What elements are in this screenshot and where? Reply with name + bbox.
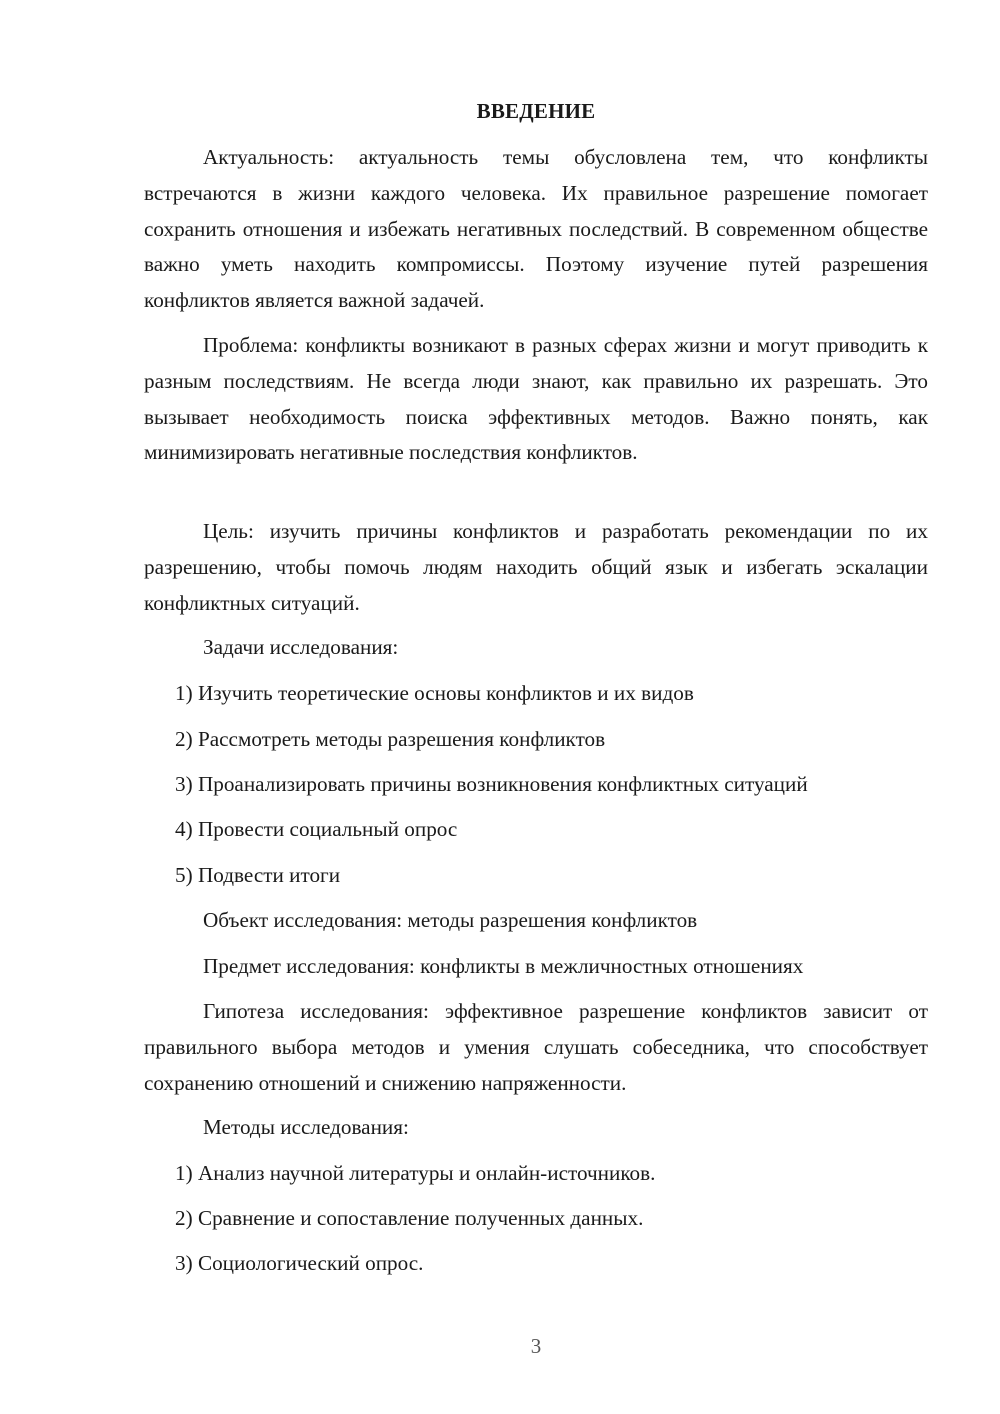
task-item-1-wrap (144, 676, 928, 712)
task-item: 5) Подвести итоги (175, 863, 341, 887)
goal-section (144, 514, 928, 621)
subject-section (144, 949, 928, 985)
task-item-4-wrap (144, 812, 928, 848)
task-item: 1) Изучить теоретические основы конфликтов и их видов (175, 681, 694, 705)
goal-paragraph: Цель: изучить причины конфликтов и разработать рекомендации по их разрешению, чтобы помочь людям находить общий язык и избегать эскалации конфликтных ситуаций. (144, 519, 928, 615)
methods-heading: Методы исследования: (203, 1115, 409, 1139)
research-object: Объект исследования: методы разрешения конфликтов (203, 908, 698, 932)
task-item-2-wrap (144, 722, 928, 758)
task-item-3-wrap (144, 767, 928, 803)
method-item-1-wrap (144, 1156, 928, 1192)
method-item: 1) Анализ научной литературы и онлайн-источников. (175, 1161, 656, 1185)
object-section (144, 903, 928, 939)
tasks-heading-section (144, 630, 928, 666)
method-item-3-wrap (144, 1246, 928, 1282)
tasks-heading: Задачи исследования: (203, 635, 399, 659)
task-item-5-wrap (144, 858, 928, 894)
problem-paragraph: Проблема: конфликты возникают в разных сферах жизни и могут приводить к разным последствиям. Не всегда люди знают, как правильно их разрешать. Это вызывает необходимость поиска эффективных методов. Важно понять, как минимизировать негативные последствия конфликтов. (144, 333, 928, 465)
relevance-paragraph: Актуальность: актуальность темы обусловлена тем, что конфликты встречаются в жизни каждого человека. Их правильное разрешение помогает сохранить отношения и избежать негативных последствий. В современном обществе важно уметь находить компромиссы. Поэтому изучение путей разрешения конфликтов является важной задачей. (144, 145, 928, 313)
task-item: 2) Рассмотреть методы разрешения конфликтов (175, 727, 606, 751)
page-title: ВВЕДЕНИЕ (476, 99, 596, 123)
methods-heading-section (144, 1110, 928, 1146)
task-item: 3) Проанализировать причины возникновения конфликтных ситуаций (175, 772, 808, 796)
method-item: 2) Сравнение и сопоставление полученных данных. (175, 1206, 644, 1230)
hypothesis-paragraph: Гипотеза исследования: эффективное разрешение конфликтов зависит от правильного выбора методов и умения слушать собеседника, что способствует сохранению отношений и снижению напряженности. (144, 999, 928, 1095)
relevance-section (144, 140, 928, 319)
task-item: 4) Провести социальный опрос (175, 817, 458, 841)
research-subject: Предмет исследования: конфликты в межличностных отношениях (203, 954, 804, 978)
method-item-2-wrap (144, 1201, 928, 1237)
hypothesis-section (144, 994, 928, 1101)
method-item: 3) Социологический опрос. (175, 1251, 424, 1275)
problem-section (144, 328, 928, 471)
page-number: 3 (530, 1334, 542, 1358)
